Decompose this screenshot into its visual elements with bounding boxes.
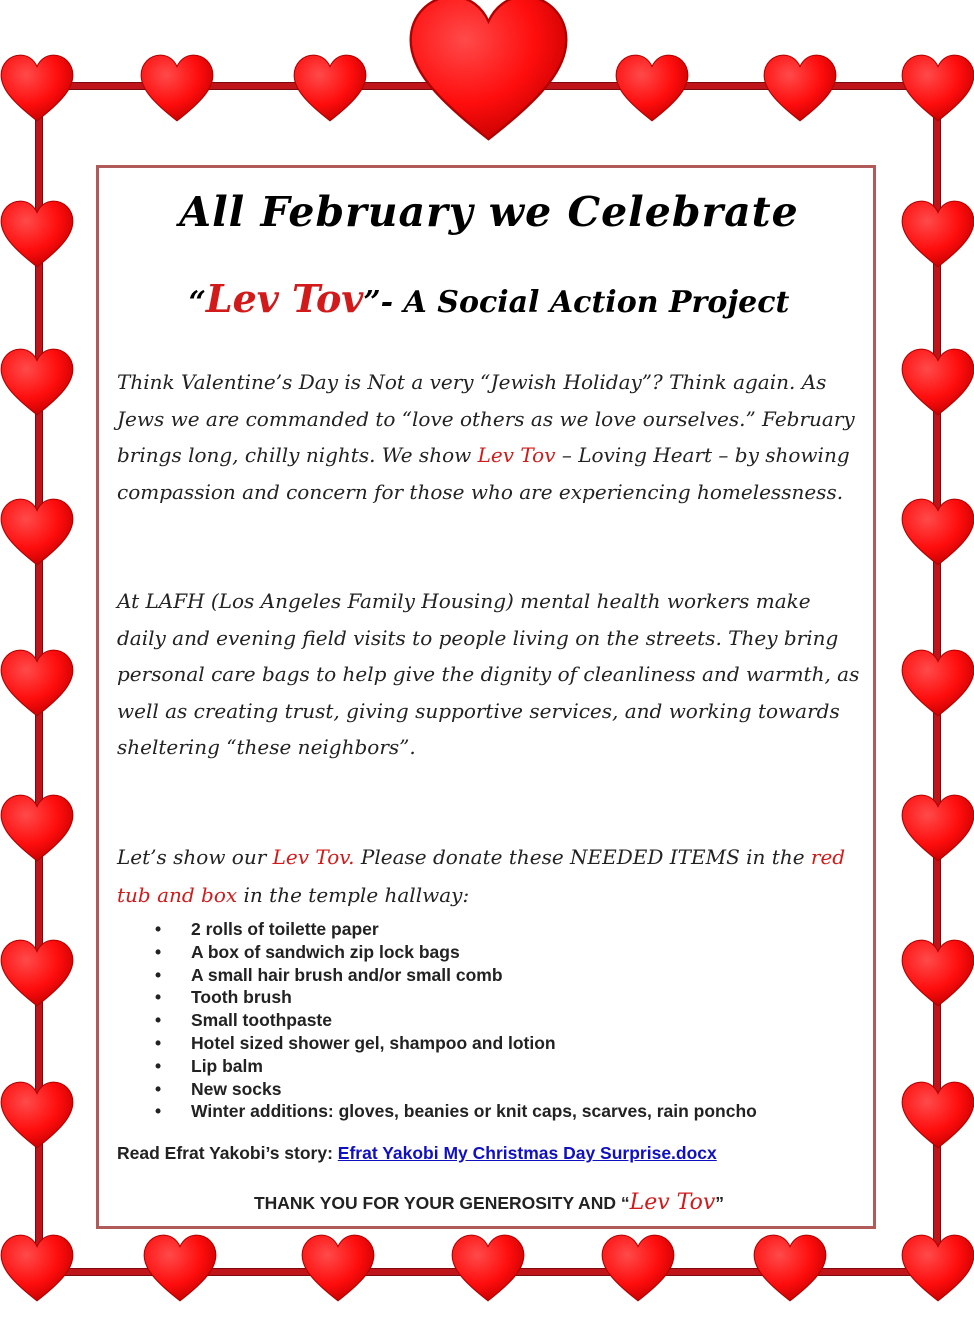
list-item: • New socks	[155, 1078, 282, 1099]
bullet-icon: •	[155, 1010, 162, 1031]
intro-part1: Think Valentine’s Day is Not a very “Jewish Holiday”? Think again. As Jews we are commanded to “love others as we love ourselves.” February brings long, chilly nights. We show	[117, 370, 855, 467]
donate-paragraph	[117, 838, 865, 914]
heart-icon	[900, 199, 974, 269]
intro-part2: – Loving Heart – by showing compassion and concern for those who are experiencing homelessness.	[117, 443, 850, 504]
heart-icon	[900, 793, 974, 863]
intro-lev-tov: Lev Tov	[477, 443, 556, 467]
heart-icon	[300, 1233, 376, 1303]
donate-part2: Please donate these NEEDED ITEMS in the	[354, 845, 811, 869]
flyer-panel	[96, 165, 876, 1229]
heart-icon	[0, 938, 75, 1008]
list-item: • 2 rolls of toilette paper	[155, 919, 379, 939]
bullet-icon: •	[155, 1101, 162, 1122]
bullet-icon: •	[155, 964, 162, 985]
story-label: Read Efrat Yakobi’s story:	[117, 1143, 338, 1163]
heart-icon	[142, 1233, 218, 1303]
heart-icon	[900, 497, 974, 567]
heart-icon	[406, 0, 571, 144]
page-subtitle	[99, 276, 879, 321]
subtitle-open-quote: “	[188, 285, 206, 320]
heart-icon	[900, 1080, 974, 1150]
heart-icon	[762, 53, 838, 123]
list-item: • A small hair brush and/or small comb	[155, 964, 503, 985]
thanks-text: THANK YOU FOR YOUR GENEROSITY AND “	[253, 1193, 630, 1213]
heart-icon	[0, 1080, 75, 1150]
story-line	[117, 1143, 717, 1164]
subtitle-lev-tov: Lev Tov	[205, 276, 364, 321]
list-item: • Tooth brush	[155, 987, 292, 1008]
subtitle-rest: ”- A Social Action Project	[363, 285, 790, 320]
bullet-icon: •	[155, 919, 162, 939]
donate-part1: Let’s show our	[117, 845, 273, 869]
bullet-icon: •	[155, 1032, 162, 1053]
page-title: All February we Celebrate	[179, 188, 799, 236]
heart-icon	[900, 1233, 974, 1303]
heart-icon	[900, 53, 974, 123]
lafh-paragraph: At LAFH (Los Angeles Family Housing) mental health workers make daily and evening field visits to people living on the streets. They bring personal care bags to help give the dignity of cleanliness and warmth, as well as creating trust, giving supportive services, and working towards sheltering “these neighbors”.	[117, 589, 860, 759]
list-item: • Winter additions: gloves, beanies or knit caps, scarves, rain poncho	[155, 1101, 757, 1122]
heart-icon	[0, 347, 75, 417]
list-item: • A box of sandwich zip lock bags	[155, 941, 460, 962]
bullet-icon: •	[155, 1055, 162, 1076]
heart-icon	[614, 53, 690, 123]
bullet-icon: •	[155, 941, 162, 962]
heart-icon	[0, 53, 75, 123]
list-item: • Lip balm	[155, 1055, 263, 1076]
bullet-icon: •	[155, 987, 162, 1008]
heart-icon	[600, 1233, 676, 1303]
thanks-lev-tov: Lev Tov	[629, 1190, 716, 1215]
list-item: • Hotel sized shower gel, shampoo and lotion	[155, 1032, 556, 1053]
intro-paragraph	[117, 364, 865, 510]
story-link[interactable]: Efrat Yakobi My Christmas Day Surprise.docx	[337, 1143, 717, 1163]
list-item: • Small toothpaste	[155, 1010, 332, 1031]
heart-icon	[900, 938, 974, 1008]
heart-icon	[0, 497, 75, 567]
heart-icon	[292, 53, 368, 123]
heart-icon	[752, 1233, 828, 1303]
heart-icon	[139, 53, 215, 123]
heart-icon	[900, 347, 974, 417]
heart-icon	[0, 648, 75, 718]
heart-icon	[0, 793, 75, 863]
thank-you-line	[99, 1190, 879, 1215]
thanks-close: ”	[715, 1193, 725, 1213]
donate-red-tub: red tub and box	[117, 845, 846, 907]
needed-items-list	[151, 918, 757, 1123]
heart-icon	[0, 1233, 75, 1303]
heart-icon	[0, 199, 75, 269]
heart-icon	[450, 1233, 526, 1303]
donate-part3: in the temple hallway:	[237, 883, 470, 907]
heart-icon	[900, 648, 974, 718]
donate-lev-tov: Lev Tov.	[272, 845, 355, 869]
bullet-icon: •	[155, 1078, 162, 1099]
